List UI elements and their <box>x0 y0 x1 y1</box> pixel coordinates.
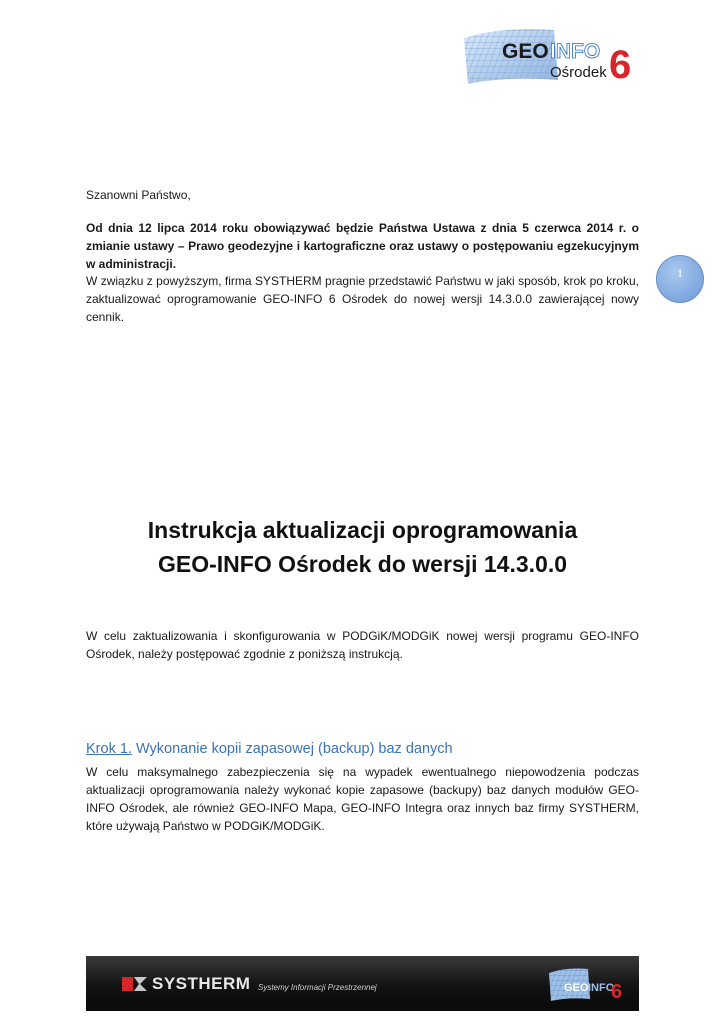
systherm-company-name: SYSTHERM <box>152 974 251 993</box>
page-number-badge: 1 <box>656 255 704 303</box>
footer-banner <box>86 956 639 1011</box>
svg-text:6: 6 <box>609 43 632 86</box>
svg-text:Ośrodek: Ośrodek <box>550 64 607 81</box>
svg-text:INFO: INFO <box>550 40 601 63</box>
greeting: Szanowni Państwo, <box>86 188 191 202</box>
document-title-line-2: GEO-INFO Ośrodek do wersji 14.3.0.0 <box>157 551 568 577</box>
svg-text:GEO: GEO <box>564 982 589 994</box>
systherm-logo-icon <box>122 976 148 992</box>
law-notice: Od dnia 12 lipca 2014 roku obowiązywać będzie Państwa Ustawa z dnia 5 czerwca 2014 r. o zmianie ustawy – Prawo geodezyjne i kartograficzne oraz ustawy o postępowaniu egzekucyjnym w administracji. <box>86 221 639 271</box>
update-intro-paragraph: W związku z powyższym, firma SYSTHERM pragnie przedstawić Państwu w jaki sposób, krok po kroku, zaktualizować oprogramowanie GEO-INFO 6 Ośrodek do nowej wersji 14.3.0.0 zawierającej nowy cennik. <box>86 274 639 324</box>
document-title <box>0 513 725 581</box>
step-1-title: Wykonanie kopii zapasowej (backup) baz danych <box>135 741 453 757</box>
footer-tagline: Systemy Informacji Przestrzennej <box>258 983 377 992</box>
step-1-number: Krok 1. <box>86 741 132 757</box>
document-title-line-1: Instrukcja aktualizacji oprogramowania <box>147 517 578 543</box>
step-1-body: W celu maksymalnego zabezpieczenia się na wypadek ewentualnego niepowodzenia podczas aktualizacji oprogramowania należy wykonać kopie zapasowe (backupy) baz danych modułów GEO-INFO Ośrodek, ale również GEO-INFO Mapa, GEO-INFO Integra oraz innych baz firmy SYSTHERM, które używają Państwo w PODGiK/MODGiK. <box>86 765 639 833</box>
svg-text:GEO: GEO <box>502 40 549 63</box>
geo-info-osrodek-logo <box>462 24 640 86</box>
svg-text:6: 6 <box>611 981 623 1003</box>
footer-geo-info-logo <box>548 965 624 1003</box>
svg-text:INFO: INFO <box>588 982 615 994</box>
instruction-intro: W celu zaktualizowania i skonfigurowania w PODGiK/MODGiK nowej wersji programu GEO-INFO Ośrodek, należy postępować zgodnie z poniższą instrukcją. <box>86 629 639 661</box>
step-1-heading <box>86 741 453 757</box>
